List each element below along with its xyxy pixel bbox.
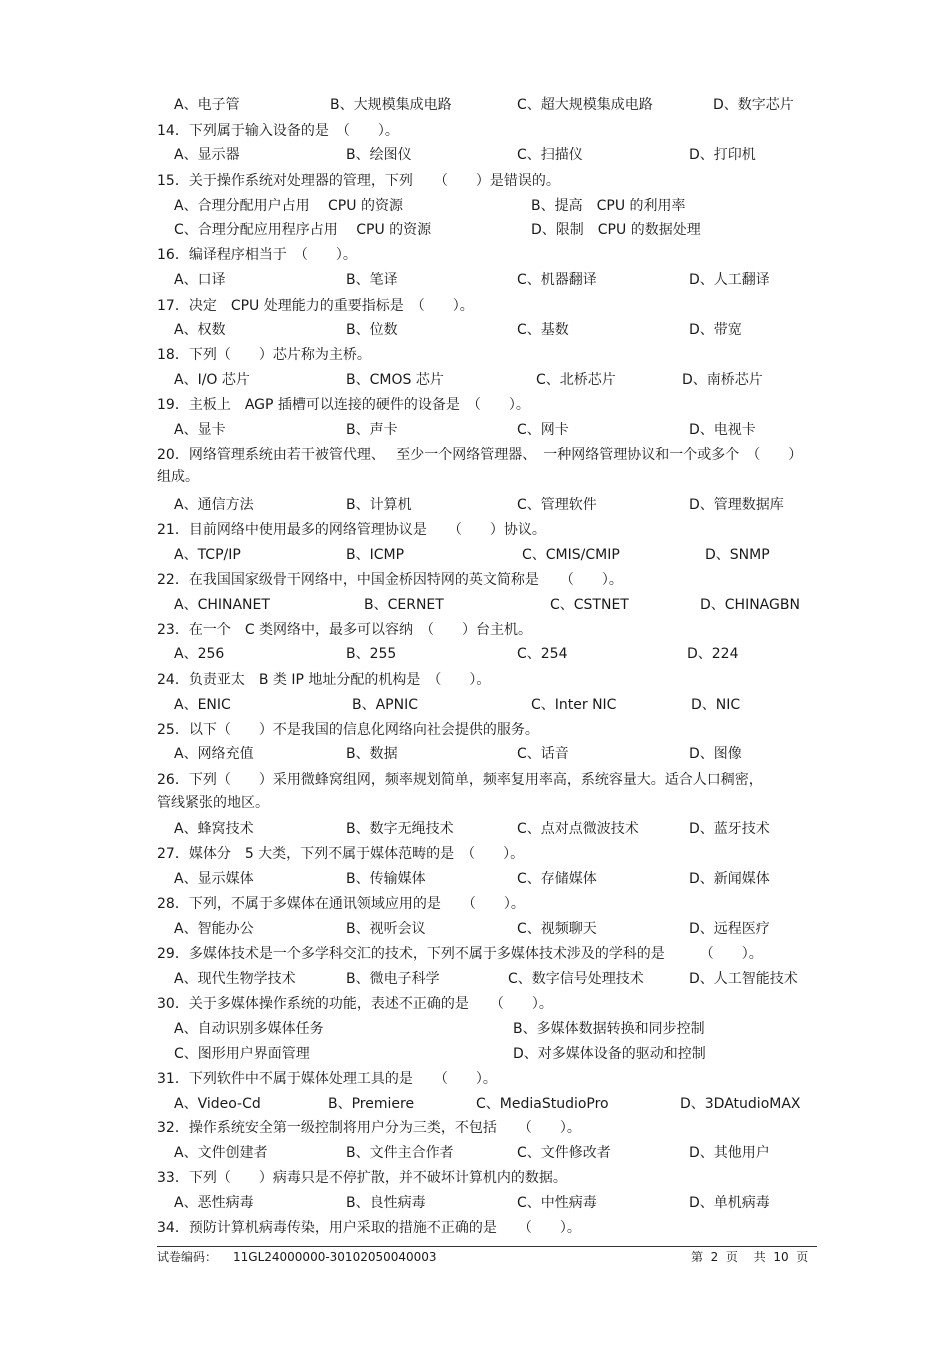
answer-option: A、自动识别多媒体任务 <box>174 1021 324 1037</box>
answer-option: B、笔译 <box>346 272 398 288</box>
footer-divider <box>157 1246 817 1247</box>
answer-option: C、存储媒体 <box>517 871 597 887</box>
answer-option: D、限制 CPU 的数据处理 <box>531 222 701 238</box>
question-text: 19．主板上 AGP 插槽可以连接的硬件的设备是 （ ）。 <box>157 397 530 413</box>
answer-option: D、管理数据库 <box>689 497 784 513</box>
answer-option: C、中性病毒 <box>517 1195 597 1211</box>
question-text: 16．编译程序相当于 （ ）。 <box>157 247 357 263</box>
answer-option: D、新闻媒体 <box>689 871 770 887</box>
question-text: 组成。 <box>157 469 199 485</box>
exam-code-value: 11GL24000000-30102050040003 <box>233 1250 437 1264</box>
answer-option: D、数字芯片 <box>713 97 794 113</box>
answer-option: C、机器翻译 <box>517 272 597 288</box>
answer-option: D、人工智能技术 <box>689 971 798 987</box>
answer-option: D、NIC <box>691 697 741 713</box>
question-text: 18．下列（ ）芯片称为主桥。 <box>157 347 371 363</box>
question-text: 34．预防计算机病毒传染，用户采取的措施不正确的是 （ ）。 <box>157 1220 581 1236</box>
answer-option: C、文件修改者 <box>517 1145 611 1161</box>
answer-option: B、Premiere <box>328 1096 415 1112</box>
answer-option: C、MediaStudioPro <box>476 1096 609 1112</box>
answer-option: C、网卡 <box>517 422 569 438</box>
answer-option: B、微电子科学 <box>346 971 440 987</box>
question-text: 28．下列，不属于多媒体在通讯领域应用的是 （ ）。 <box>157 896 525 912</box>
answer-option: C、图形用户界面管理 <box>174 1046 310 1062</box>
answer-option: A、显示器 <box>174 147 240 163</box>
answer-option: D、电视卡 <box>689 422 756 438</box>
answer-option: C、合理分配应用程序占用 CPU 的资源 <box>174 222 432 238</box>
answer-option: D、南桥芯片 <box>682 372 763 388</box>
question-text: 22．在我国国家级骨干网络中，中国金桥因特网的英文简称是 （ ）。 <box>157 572 623 588</box>
question-text: 26．下列（ ）采用微蜂窝组网，频率规划简单，频率复用率高，系统容量大。适合人口稠密， <box>157 772 763 788</box>
answer-option: B、数据 <box>346 746 398 762</box>
answer-option: A、蜂窝技术 <box>174 821 254 837</box>
answer-option: B、位数 <box>346 322 398 338</box>
answer-option: C、基数 <box>517 322 569 338</box>
question-text: 33．下列（ ）病毒只是不停扩散，并不破坏计算机内的数据。 <box>157 1170 567 1186</box>
page-number: 第 2 页 共 10 页 <box>691 1250 809 1264</box>
answer-option: D、蓝牙技术 <box>689 821 770 837</box>
question-text: 25．以下（ ）不是我国的信息化网络向社会提供的服务。 <box>157 722 539 738</box>
answer-option: D、对多媒体设备的驱动和控制 <box>513 1046 706 1062</box>
answer-option: A、文件创建者 <box>174 1145 268 1161</box>
question-text: 14．下列属于输入设备的是 （ ）。 <box>157 123 399 139</box>
answer-option: B、多媒体数据转换和同步控制 <box>513 1021 705 1037</box>
answer-option: D、SNMP <box>705 547 770 563</box>
answer-option: D、单机病毒 <box>689 1195 770 1211</box>
answer-option: A、权数 <box>174 322 226 338</box>
answer-option: D、人工翻译 <box>689 272 770 288</box>
answer-option: C、视频聊天 <box>517 921 597 937</box>
answer-option: D、224 <box>687 646 739 662</box>
answer-option: C、254 <box>517 646 568 662</box>
answer-option: A、显示媒体 <box>174 871 254 887</box>
answer-option: B、CMOS 芯片 <box>346 372 444 388</box>
question-text: 23．在一个 C 类网络中，最多可以容纳 （ ）台主机。 <box>157 622 533 638</box>
question-text: 17．决定 CPU 处理能力的重要指标是 （ ）。 <box>157 298 474 314</box>
question-text: 20．网络管理系统由若干被管代理、 至少一个网络管理器、 一种网络管理协议和一个或多个 （ ） <box>157 447 803 463</box>
answer-option: B、传输媒体 <box>346 871 426 887</box>
answer-option: A、智能办公 <box>174 921 254 937</box>
answer-option: D、带宽 <box>689 322 742 338</box>
question-text: 32．操作系统安全第一级控制将用户分为三类，不包括 （ ）。 <box>157 1120 581 1136</box>
question-text: 管线紧张的地区。 <box>157 795 269 811</box>
answer-option: C、超大规模集成电路 <box>517 97 653 113</box>
answer-option: A、现代生物学技术 <box>174 971 296 987</box>
answer-option: C、扫描仪 <box>517 147 583 163</box>
question-text: 30．关于多媒体操作系统的功能，表述不正确的是 （ ）。 <box>157 996 553 1012</box>
answer-option: D、其他用户 <box>689 1145 770 1161</box>
answer-option: C、数字信号处理技术 <box>508 971 644 987</box>
answer-option: A、通信方法 <box>174 497 254 513</box>
question-text: 31．下列软件中不属于媒体处理工具的是 （ ）。 <box>157 1071 497 1087</box>
answer-option: B、良性病毒 <box>346 1195 426 1211</box>
answer-option: A、TCP/IP <box>174 547 241 563</box>
answer-option: B、文件主合作者 <box>346 1145 454 1161</box>
answer-option: D、远程医疗 <box>689 921 770 937</box>
answer-option: A、显卡 <box>174 422 226 438</box>
answer-option: A、I/O 芯片 <box>174 372 250 388</box>
answer-option: A、Video-Cd <box>174 1096 261 1112</box>
answer-option: B、大规模集成电路 <box>330 97 452 113</box>
answer-option: A、CHINANET <box>174 597 270 613</box>
answer-option: A、256 <box>174 646 225 662</box>
question-text: 21．目前网络中使用最多的网络管理协议是 （ ）协议。 <box>157 522 546 538</box>
answer-option: A、合理分配用户占用 CPU 的资源 <box>174 198 403 214</box>
answer-option: D、CHINAGBN <box>700 597 800 613</box>
answer-option: C、点对点微波技术 <box>517 821 639 837</box>
answer-option: A、网络充值 <box>174 746 254 762</box>
answer-option: A、电子管 <box>174 97 240 113</box>
answer-option: A、恶性病毒 <box>174 1195 254 1211</box>
answer-option: B、绘图仪 <box>346 147 412 163</box>
exam-code-label: 试卷编码： <box>157 1250 218 1264</box>
answer-option: C、话音 <box>517 746 569 762</box>
answer-option: C、北桥芯片 <box>536 372 616 388</box>
answer-option: D、3DAtudioMAX <box>680 1096 801 1112</box>
answer-option: B、声卡 <box>346 422 398 438</box>
answer-option: D、图像 <box>689 746 742 762</box>
answer-option: A、ENIC <box>174 697 231 713</box>
question-text: 29．多媒体技术是一个多学科交汇的技术，下列不属于多媒体技术涉及的学科的是 （ ）。 <box>157 946 763 962</box>
answer-option: B、APNIC <box>352 697 419 713</box>
question-text: 15．关于操作系统对处理器的管理，下列 （ ）是错误的。 <box>157 173 560 189</box>
answer-option: C、管理软件 <box>517 497 597 513</box>
answer-option: A、口译 <box>174 272 226 288</box>
answer-option: B、提高 CPU 的利用率 <box>531 198 686 214</box>
answer-option: B、ICMP <box>346 547 405 563</box>
answer-option: B、视听会议 <box>346 921 426 937</box>
answer-option: B、255 <box>346 646 397 662</box>
question-text: 24．负责亚太 B 类 IP 地址分配的机构是 （ ）。 <box>157 672 491 688</box>
answer-option: B、CERNET <box>364 597 444 613</box>
answer-option: C、CSTNET <box>550 597 629 613</box>
answer-option: B、数字无绳技术 <box>346 821 454 837</box>
answer-option: B、计算机 <box>346 497 412 513</box>
answer-option: D、打印机 <box>689 147 756 163</box>
answer-option: C、Inter NIC <box>531 697 617 713</box>
answer-option: C、CMIS/CMIP <box>522 547 620 563</box>
question-text: 27．媒体分 5 大类，下列不属于媒体范畴的是 （ ）。 <box>157 846 525 862</box>
